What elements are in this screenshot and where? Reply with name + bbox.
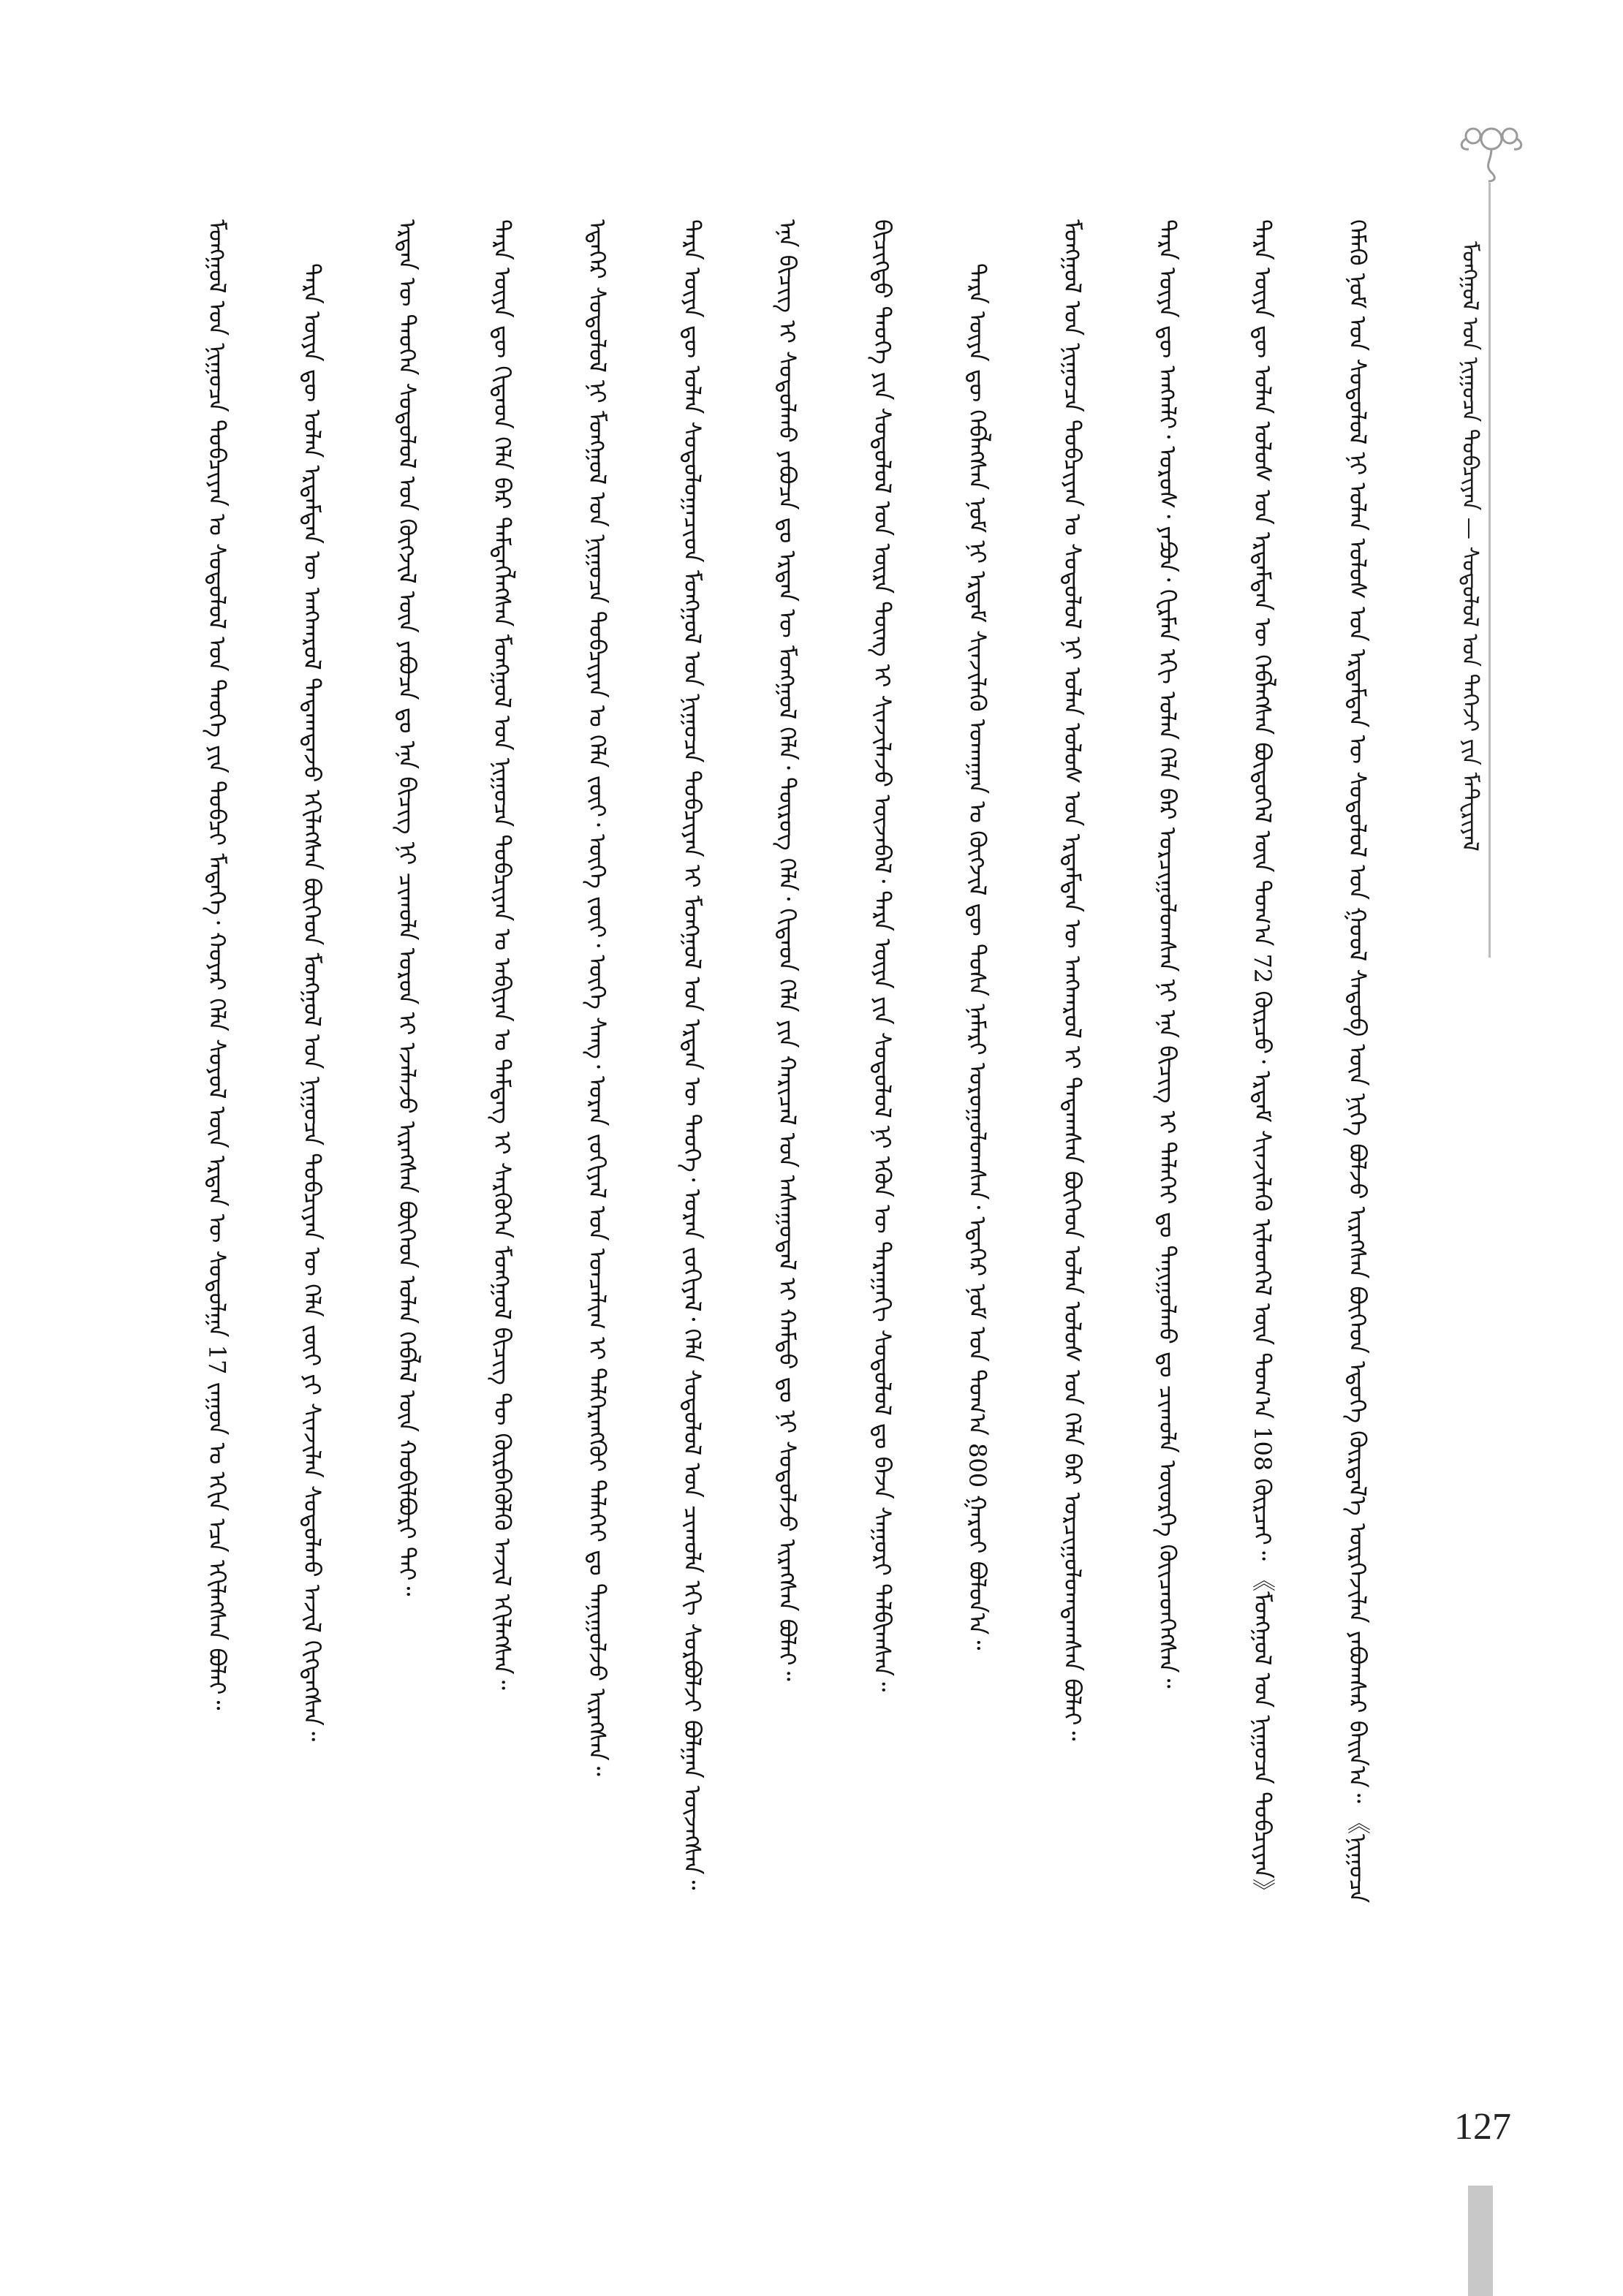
text-column: ᠲᠡᠷᠡ ᠦᠶᠡ ᠳᠦ ᠬᠡᠪᠯᠡᠭᠰᠡᠨ ᠨᠣᠮ ᠨᠢ ᠡᠷᠳᠡᠮ ᠰᠢᠨᠵᠢᠯᠡᠬᠦ ᠤᠬᠠᠭᠠᠨ ᠤ ᠬᠥᠭᠵᠢᠯ ᠳᠦ ᠲᠤᠰᠠ ᠨᠡᠮᠡᠷᠢ ᠣᠷᠣᠭᠤᠯᠤᠭᠰᠠᠨ᠂ ᠡᠳᠡᠭᠡᠷ ᠨᠣᠮ ᠤᠨ ᠲᠣᠭ᠎ᠠ 800 ᠭᠠᠷᠤᠢ ᠪᠣᠯᠤᠨ᠎ᠠ᠃ [964, 263, 991, 1651]
page-edge-tab [1468, 2186, 1493, 2296]
text-column: ᠪᠢᠴᠢᠭ᠌ᠲᠦ ᠲᠡᠦᠬᠡ ᠶᠢᠨ ᠰᠤᠳᠤᠯᠤᠯ ᠤᠨ ᠦᠷᠡ ᠳᠦᠩ ᠢ ᠰᠢᠨᠵᠢᠯᠡᠵᠦ ᠦᠵᠡᠪᠡᠯ᠂ ᠲᠡᠷᠡ ᠦᠶᠡ ᠶᠢᠨ ᠰᠤᠳᠤᠯᠤᠯ ᠨᠢ ᠡᠭᠦᠨ ᠦ ᠳᠠᠷᠠᠭᠠᠬᠢ ᠰᠤᠳᠤᠯᠤᠯ ᠳᠤ ᠪᠠᠵᠠ ᠰᠠᠭᠤᠷᠢ ᠲᠠᠯᠪᠢᠭᠰᠠᠨ᠃ [869, 219, 896, 1692]
text-column: ᠡᠷᠲᠡᠨ ᠦ ᠲᠡᠦᠬᠡᠨ ᠰᠤᠳᠤᠯᠤᠯ ᠤᠨ ᠬᠥᠭᠵᠢᠯ ᠦᠨ ᠶᠠᠪᠤᠴᠠ ᠳᠤ ᠡᠨᠡ ᠪᠢᠴᠢᠭ ᠨᠢ ᠴᠢᠬᠤᠯᠠ ᠣᠷᠤᠨ ᠢ ᠡᠵᠡᠯᠡᠵᠦ ᠢᠷᠡᠭᠰᠡᠨ ᠪᠥᠭᠡᠳ ᠣᠯᠠᠨ ᠬᠡᠪᠯᠡᠯ ᠦᠨ ᠬᠤᠪᠢᠯᠪᠤᠷᠢ ᠲᠠᠢ᠃ [393, 219, 421, 1596]
text-column: ᠡᠳᠡᠭᠡᠷ ᠰᠤᠳᠤᠯᠤᠯ ᠨᠢ ᠮᠣᠩᠭᠣᠯ ᠤᠨ ᠨᠢᠭᠤᠴᠠ ᠲᠣᠪᠴᠢᠶᠠᠨ ᠤ ᠬᠡᠯᠡ ᠵᠦᠢ᠂ ᠦᠭᠡ ᠵᠦᠢ᠂ ᠦᠭᠡ ᠰᠠᠩ᠂ ᠤᠷᠠᠨ ᠵᠣᠬᠢᠶᠠᠯ ᠤᠨ ᠣᠨᠴᠠᠯᠢᠭ ᠢ ᠳᠡᠯᠭᠡᠷᠡᠩᠭᠦᠢ ᠳᠡᠯᠡᠬᠡᠢ ᠳᠤ ᠲᠠᠨᠢᠭᠤᠯᠵᠤ ᠢᠷᠡᠭᠰᠡᠨ᠃ [583, 219, 611, 1776]
text-column: ᠲᠡᠷᠡ ᠦᠶᠡ ᠳᠦ ᠬᠢᠲᠠᠳ ᠬᠡᠯᠡ ᠪᠡᠷ ᠲᠡᠮᠳᠡᠭᠯᠡᠭᠰᠡᠨ ᠮᠣᠩᠭᠣᠯ ᠤᠨ ᠨᠢᠭᠤᠴᠠ ᠲᠣᠪᠴᠢᠶᠠᠨ ᠤ ᠠᠪᠢᠶᠠᠨ ᠤ ᠲᠡᠮᠳᠡᠭ ᠢ ᠰᠡᠷᠭᠦᠭᠡᠨ ᠮᠣᠩᠭᠣᠯ ᠪᠢᠴᠢᠭ ᠲᠦ ᠬᠥᠷᠪᠡᠭᠦᠯᠬᠦ ᠠᠵᠢᠯ ᠡᠬᠢᠯᠡᠭᠰᠡᠨ᠃ [488, 219, 516, 1690]
text-column: ᠲᠡᠷᠡ ᠦᠶᠡ ᠳᠦ ᠣᠯᠠᠨ ᠤᠯᠤᠰ ᠤᠨ ᠡᠷᠳᠡᠮᠲᠡᠨ ᠦ ᠬᠡᠪᠯᠡᠭᠰᠡᠨ ᠪᠦᠲᠦᠭᠡᠯ ᠦᠨ ᠲᠣᠭ᠎ᠠ 72 ᠬᠦᠷᠴᠦ᠂ ᠡᠷᠳᠡᠮ ᠰᠢᠨᠵᠢᠯᠡᠬᠦ ᠢᠯᠡᠳᠬᠡᠯ ᠦᠨ ᠲᠣᠭ᠎ᠠ 108 ᠬᠦᠷᠴᠡᠢ᠃ 《ᠮᠣᠩᠭᠣᠯ ᠤᠨ ᠨᠢᠭᠤᠴᠠ ᠲᠣᠪᠴᠢᠶᠠᠨ》 [1249, 219, 1276, 1902]
text-column: ᠮᠣᠩᠭᠣᠯ ᠤᠨ ᠨᠢᠭᠤᠴᠠ ᠲᠣᠪᠴᠢᠶᠠᠨ ᠤ ᠰᠤᠳᠤᠯᠤᠯ ᠤᠨ ᠲᠡᠦᠬᠡ ᠶᠢᠨ ᠲᠣᠪᠴᠢ ᠮᠡᠳᠡᠭᠡ᠂ ᠬᠣᠶᠠᠷ ᠬᠡᠯᠡ ᠰᠣᠶᠣᠯ ᠦᠨ ᠡᠷᠲᠡᠨ ᠦ ᠰᠤᠳᠤᠯᠭᠠ 17 ᠵᠠᠭᠤᠨ ᠤ ᠡᠬᠢᠨ ᠡᠴᠡ ᠡᠬᠢᠯᠡᠭᠰᠡᠨ ᠪᠣᠯᠠᠢ᠃ [203, 219, 231, 1710]
body-text [196, 219, 1380, 2076]
text-column: ᠮᠣᠩᠭᠣᠯ ᠤᠨ ᠨᠢᠭᠤᠴᠠ ᠲᠣᠪᠴᠢᠶᠠᠨ ᠤ ᠰᠤᠳᠤᠯᠤᠯ ᠨᠢ ᠣᠯᠠᠨ ᠤᠯᠤᠰ ᠤᠨ ᠡᠷᠳᠡᠮᠲᠡᠨ ᠦ ᠠᠩᠬᠠᠷᠤᠯ ᠢ ᠲᠠᠲᠠᠭᠰᠠᠨ ᠪᠥᠭᠡᠳ ᠣᠯᠠᠨ ᠤᠯᠤᠰ ᠤᠨ ᠬᠡᠯᠡ ᠪᠡᠷ ᠣᠷᠴᠢᠭᠤᠯᠤᠭᠳᠠᠭᠰᠠᠨ ᠪᠣᠯᠠᠢ᠃ [1059, 219, 1086, 1741]
running-header: ᠮᠣᠩᠭᠣᠯ ᠤᠨ ᠨᠢᠭᠤᠴᠠ ᠲᠣᠪᠴᠢᠶᠠᠨ — ᠰᠤᠳᠤᠯᠤᠯ ᠤᠨ ᠳᠡᠭᠡᠵᠢ ᠶᠢᠨ ᠮᠠᠲ᠋ᠧᠷᠢᠶᠠᠯ [1457, 241, 1483, 852]
text-column: ᠲᠡᠷᠡ ᠦᠶᠡ ᠳᠦ ᠣᠯᠠᠨ ᠡᠷᠳᠡᠮᠲᠡᠨ ᠦ ᠠᠩᠬᠠᠷᠤᠯ ᠲᠠᠲᠠᠭᠳᠠᠵᠤ ᠡᠬᠢᠯᠡᠭᠰᠡᠨ ᠪᠥᠭᠡᠳ ᠮᠣᠩᠭᠣᠯ ᠤᠨ ᠨᠢᠭᠤᠴᠠ ᠲᠣᠪᠴᠢᠶᠠᠨ ᠦ ᠬᠡᠯᠡ ᠵᠦᠢ ᠶᠢ ᠰᠢᠨᠵᠢᠯᠡᠨ ᠰᠤᠳᠤᠯᠬᠤ ᠠᠵᠢᠯ ᠬᠢᠭᠳᠡᠭᠰᠡᠨ᠃ [298, 263, 326, 1741]
ornament-icon [1451, 117, 1532, 183]
page-number: 127 [1454, 2106, 1511, 2148]
text-column: ᠲᠡᠷᠡ ᠦᠶᠡ ᠳᠦ ᠣᠯᠠᠨ ᠰᠤᠳᠤᠯᠤᠭᠠᠴᠢᠳ ᠮᠣᠩᠭᠣᠯ ᠤᠨ ᠨᠢᠭᠤᠴᠠ ᠲᠣᠪᠴᠢᠶᠠᠨ ᠢ ᠮᠣᠩᠭᠣᠯ ᠤᠨ ᠡᠷᠲᠡᠨ ᠦ ᠲᠡᠦᠬᠡ᠂ ᠤᠷᠠᠨ ᠵᠣᠬᠢᠶᠠᠯ᠂ ᠬᠡᠯᠡ ᠰᠤᠳᠤᠯᠤᠯ ᠤᠨ ᠴᠢᠬᠤᠯᠠ ᠡᠬᠢ ᠰᠤᠷᠪᠤᠯᠵᠢ ᠪᠣᠯᠭᠠᠨ ᠦᠵᠡᠭᠰᠡᠨ᠃ [678, 219, 706, 1890]
text-column: ᠬᠡᠮᠡᠬᠦ ᠨᠣᠮ ᠤᠨ ᠰᠤᠳᠤᠯᠤᠯ ᠨᠢ ᠣᠯᠠᠨ ᠤᠯᠤᠰ ᠤᠨ ᠡᠷᠳᠡᠮᠲᠡᠨ ᠦ ᠰᠤᠳᠤᠯᠤᠯ ᠤᠨ ᠭᠣᠣᠯ ᠰᠡᠳᠦᠪ ᠦᠨ ᠨᠢᠭᠡ ᠪᠣᠯᠵᠤ ᠢᠷᠡᠭᠰᠡᠨ ᠪᠥᠭᠡᠳ ᠡᠳᠦᠭᠡ ᠬᠦᠷᠲᠡᠯ᠎ᠡ ᠥᠷᠭᠡᠵᠢᠯᠡᠨ ᠶᠠᠪᠤᠭᠰᠠᠷ ᠪᠠᠢᠨ᠎ᠠ᠃ 《ᠨᠢᠭᠤᠴᠠ [1344, 219, 1372, 1903]
text-column: ᠲᠡᠷᠡ ᠦᠶᠡ ᠳᠦ ᠠᠩᠭ᠍ᠯᠢ᠂ ᠣᠷᠤᠰ᠂ ᠶᠠᠫᠣᠨ᠂ ᠭᠧᠷᠮᠠᠨ ᠡᠬᠢ ᠣᠯᠠᠨ ᠬᠡᠯᠡ ᠪᠡᠷ ᠣᠷᠴᠢᠭᠤᠯᠤᠭᠰᠠᠨ ᠨᠢ ᠡᠨᠡ ᠪᠢᠴᠢᠭ ᠢ ᠳᠡᠯᠡᠬᠡᠢ ᠳᠤ ᠲᠠᠨᠢᠭᠤᠯᠬᠤ ᠳᠤ ᠴᠢᠬᠤᠯᠠ ᠦᠦᠷᠭᠡ ᠭᠦᠢᠴᠡᠳᠭᠡᠭᠰᠡᠨ᠃ [1154, 219, 1181, 1689]
text-column: ᠡᠨᠡ ᠪᠢᠴᠢᠭ ᠢ ᠰᠤᠳᠤᠯᠬᠤ ᠶᠠᠪᠤᠴᠠ ᠳᠤ ᠡᠷᠲᠡᠨ ᠦ ᠮᠣᠩᠭᠣᠯ ᠬᠡᠯᠡ᠂ ᠲᠦᠷᠦᠭ ᠬᠡᠯᠡ᠂ ᠬᠢᠲᠠᠳ ᠬᠡᠯᠡ ᠶᠢᠨ ᠬᠠᠷᠢᠴᠠᠯ ᠤᠨ ᠠᠰᠠᠭᠤᠳᠠᠯ ᠢ ᠬᠠᠮᠲᠤ ᠳᠤ ᠨᠢ ᠰᠤᠳᠤᠯᠵᠤ ᠢᠷᠡᠭᠰᠡᠨ ᠪᠣᠯᠠᠢ᠃ [773, 219, 801, 1681]
